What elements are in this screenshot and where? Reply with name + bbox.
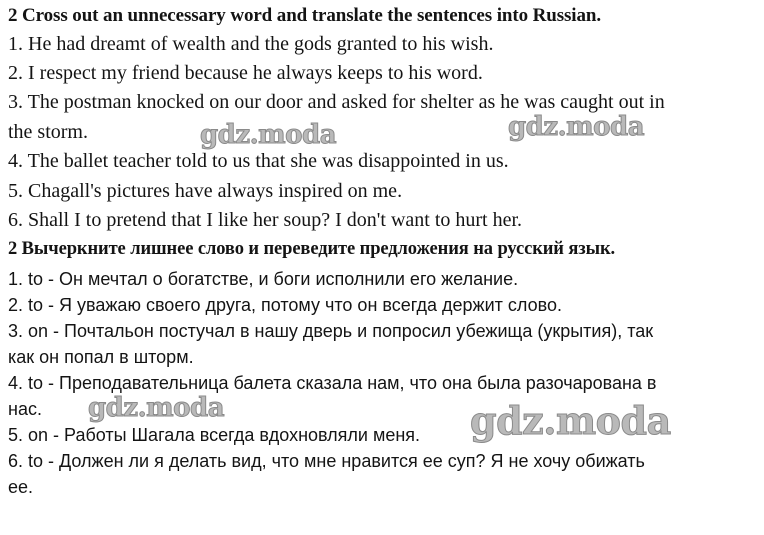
- sentence-en-3-cont: the storm.: [8, 121, 88, 143]
- answer-ru-3: 3. on - Почтальон постучал в нашу дверь и попросил убежища (укрытия), так: [8, 321, 654, 341]
- answer-ru-6: 6. to - Должен ли я делать вид, что мне нравится ее суп? Я не хочу обижать: [8, 451, 645, 471]
- sentence-en-3: 3. The postman knocked on our door and asked for shelter as he was caught out in: [8, 91, 665, 113]
- answer-ru-6-cont: ее.: [8, 477, 34, 497]
- sentence-en-6: 6. Shall I to pretend that I like her soup? I don't want to hurt her.: [8, 209, 523, 231]
- sentence-en-5: 5. Chagall's pictures have always inspired on me.: [8, 180, 403, 202]
- exercise-heading-ru: 2 Вычеркните лишнее слово и переведите предложения на русский язык.: [8, 239, 616, 259]
- watermark-3: gdz.moda: [88, 393, 225, 423]
- sentence-en-4: 4. The ballet teacher told to us that she was disappointed in us.: [8, 150, 509, 172]
- answer-ru-3-cont: как он попал в шторм.: [8, 347, 194, 367]
- sentence-en-1: 1. He had dreamt of wealth and the gods granted to his wish.: [8, 33, 494, 55]
- answer-ru-4-cont: нас.: [8, 399, 42, 419]
- exercise-heading-en: 2 Cross out an unnecessary word and translate the sentences into Russian.: [8, 5, 602, 26]
- watermark-1: gdz.moda: [200, 120, 337, 150]
- sentence-en-2: 2. I respect my friend because he always keeps to his word.: [8, 62, 483, 84]
- answer-ru-4: 4. to - Преподавательница балета сказала нам, что она была разочарована в: [8, 373, 657, 393]
- watermark-4: gdz.moda: [470, 398, 671, 443]
- watermark-2: gdz.moda: [508, 112, 645, 142]
- answer-ru-1: 1. to - Он мечтал о богатстве, и боги исполнили его желание.: [8, 269, 519, 289]
- answer-ru-5: 5. on - Работы Шагала всегда вдохновляли меня.: [8, 425, 421, 445]
- answer-ru-2: 2. to - Я уважаю своего друга, потому что он всегда держит слово.: [8, 295, 562, 315]
